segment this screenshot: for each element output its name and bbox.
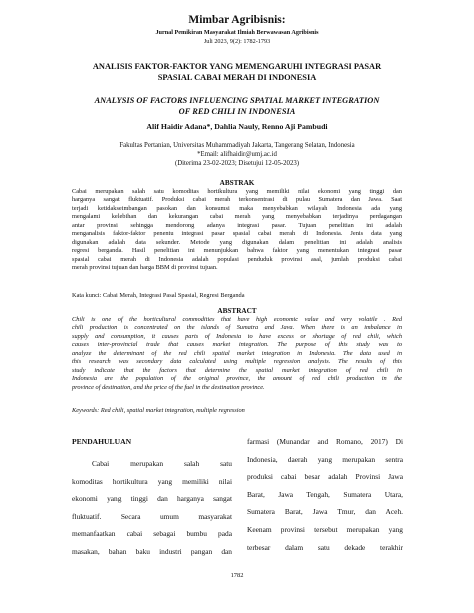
title-indonesian-line-1: ANALISIS FAKTOR-FAKTOR YANG MEMENGARUHI INTEGRASI PASAR — [92, 62, 382, 71]
abstrak-line: regresi berganda. Hasil penelitian ini menunjukkan bahwa faktor yang menentukan integrasi pasar — [72, 247, 402, 255]
body-line: Indonesia, daerah yang merupakan sentra — [247, 454, 403, 464]
body-line: Keenam provinsi tersebut merupakan yang — [247, 524, 403, 534]
affiliation: Fakultas Pertanian, Universitas Muhammadiyah Jakarta, Tangerang Selatan, Indonesia — [119, 142, 355, 149]
body-column-right — [247, 433, 403, 556]
abstract-line: Indonesia are the population of the original province, the amount of red chili production in the — [72, 375, 402, 383]
abstrak-line: spasial cabai merah di Indonesia adalah populasi penduduk provinsi asal, jumlah produksi cabai — [72, 255, 402, 263]
body-line: farmasi (Munandar and Romano, 2017) Di — [247, 437, 403, 446]
abstrak-line: harganya sangat fluktuatif. Produksi cabai merah terkonsentrasi di pulau Sumatera dan Jawa. Saat — [72, 196, 402, 204]
section-heading-pendahuluan: PENDAHULUAN — [72, 437, 132, 446]
body-line: produksi cabai besar adalah Provinsi Jawa — [247, 472, 403, 482]
body-line: Barat, Jawa Tengah, Sumatera Utara, — [247, 489, 403, 499]
body-line: ekonomi yang tinggi dan harganya sangat — [72, 494, 232, 504]
body-column-left — [72, 455, 232, 561]
abstract-line: causes inter-provincial trade that causes market integration. The purpose of this study was to — [72, 341, 402, 349]
title-indonesian-line-2: SPASIAL CABAI MERAH DI INDONESIA — [157, 73, 317, 82]
abstract-text — [72, 316, 402, 392]
abstrak-text — [72, 188, 402, 273]
abstract-line: province of destination, and the price of the fuel in the destination province. — [72, 383, 265, 391]
body-line: Cabai merupakan salah satu — [92, 459, 232, 468]
body-line: terbesar dalam satu dekade terakhir — [247, 542, 403, 552]
page-number: 1782 — [230, 572, 244, 579]
abstract-line: analyze the determinant of the red chili spatial market integration in Indonesia. The data used in — [72, 349, 402, 357]
authors: Alif Haidir Adana*, Dahlia Nauly, Renno Aji Pambudi — [146, 122, 328, 131]
journal-name: Mimbar Agribisnis: — [188, 14, 286, 26]
body-line: komoditas hortikultura yang memiliki nilai — [72, 476, 232, 486]
abstrak-line: Cabai merupakan salah satu komoditas hortikultura yang memiliki nilai ekonomi yang tinggi dan — [72, 188, 402, 195]
journal-volume: Juli 2023, 9(2): 1782-1793 — [203, 38, 271, 45]
abstract-line: study indicate that the factors that determine the spatial market integration of red chili in — [72, 366, 402, 374]
abstrak-heading: ABSTRAK — [219, 179, 255, 187]
body-line: memanfaatkan cabai sebagai bumbu pada — [72, 529, 232, 539]
keywords-label: Keywords — [72, 407, 98, 414]
body-line: masakan, bahan baku industri pangan dan — [72, 546, 232, 556]
body-line: fluktuatif. Secara umum masyarakat — [72, 511, 232, 521]
abstract-line: chili production is concentrated on the islands of Sumatra and Java. When there is an imbalance in — [72, 324, 402, 332]
abstrak-line: menganalisis faktor-faktor penentu integrasi pasar spasial cabai merah di Indonesia. Jenis data yang — [72, 230, 402, 238]
abstrak-line: terjadi ketidakseimbangan pasokan dan konsumsi maka menyebabkan wilayah Indonesia ada yang — [72, 204, 402, 212]
abstract-line: Chili is one of the horticultural commodities that have high economic value and very volatile . Red — [72, 316, 402, 323]
journal-subtitle: Jurnal Pemikiran Masyarakat Ilmiah Berwawasan Agribisnis — [155, 29, 319, 36]
abstract-line: this research was secondary data calculated using multiple regression analysis. The results of this — [72, 358, 402, 366]
abstrak-line: merah provinsi tujuan dan harga BBM di provinsi tujuan. — [72, 264, 218, 272]
title-english-line-1: ANALYSIS OF FACTORS INFLUENCING SPATIAL MARKET INTEGRATION — [94, 96, 380, 105]
kata-kunci: Kata kunci: Cabai Merah, Integrasi Pasal Spasial, Regresi Berganda — [72, 292, 245, 299]
body-line: Sumatera Barat, Jawa Tmur, dan Aceh. — [247, 507, 403, 517]
title-english-line-2: OF RED CHILI IN INDONESIA — [178, 107, 296, 116]
abstrak-line: mengalami kelebihan dan kekurangan cabai merah yang menyebabkan terjadinya perdagangan — [72, 213, 402, 221]
abstract-line: supply and consumption, it causes parts of Indonesia to have excess or shortage of red chili, which — [72, 332, 402, 340]
received-accepted-dates: (Diterima 23-02-2023; Disetujui 12-05-2023) — [174, 160, 300, 167]
keywords-values: : Red chili, spatial market integration, multiple regression — [97, 407, 245, 414]
keywords — [72, 407, 402, 415]
abstrak-line: antar provinsi sehingga mendorong adanya integrasi pasar. Tujuan penelitian ini adalah — [72, 221, 402, 229]
abstrak-line: digunakan adalah data sekunder. Metode yang digunakan dalam penelitian ini adalah analisis — [72, 238, 402, 246]
abstract-heading: ABSTRACT — [217, 307, 257, 315]
author-email: *Email: alifhaidir@umj.ac.id — [197, 151, 277, 158]
